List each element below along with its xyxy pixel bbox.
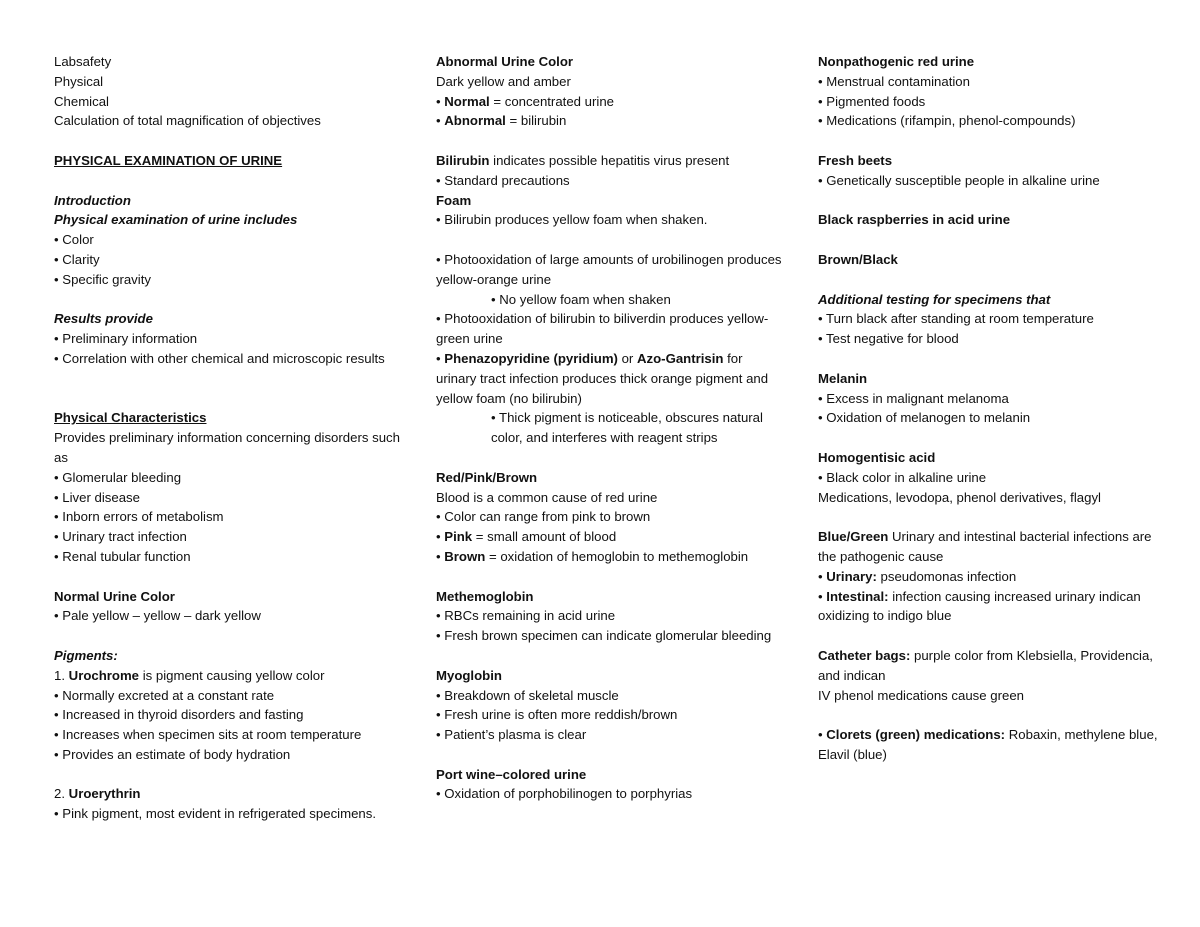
blank-line xyxy=(818,191,1158,211)
text-segment: • Genetically susceptible people in alkaline urine xyxy=(818,172,1100,188)
text-segment: • xyxy=(818,588,827,604)
text-line xyxy=(818,408,1158,428)
emphasized-text: Uroerythrin xyxy=(68,786,141,802)
emphasized-text: Urinary: xyxy=(826,568,877,584)
text-segment: • Thick pigment is noticeable, obscures natural color, and interferes with reagent strips xyxy=(491,410,763,446)
text-line xyxy=(436,725,786,745)
text-line xyxy=(54,686,404,706)
section-heading xyxy=(54,646,404,666)
emphasized-text: Intestinal: xyxy=(826,588,889,604)
emphasized-text: Abnormal xyxy=(444,113,506,129)
text-line xyxy=(436,606,786,626)
emphasized-text: Normal xyxy=(444,93,490,109)
text-line xyxy=(54,92,404,112)
emphasized-text: Brown/Black xyxy=(818,251,898,267)
section-heading xyxy=(54,408,404,428)
text-segment: pseudomonas infection xyxy=(876,568,1017,584)
text-line xyxy=(436,171,786,191)
text-line xyxy=(436,210,786,230)
emphasized-text: Black raspberries in acid urine xyxy=(818,212,1011,228)
text-segment: Medications, levodopa, phenol derivatives, flagyl xyxy=(818,489,1101,505)
text-segment: Robaxin, methylene blue, Elavil (blue) xyxy=(818,727,1158,762)
text-segment: • Photooxidation of large amounts of urobilinogen produces yellow-orange urine xyxy=(436,251,782,287)
text-line xyxy=(436,72,786,92)
text-line xyxy=(54,52,404,72)
text-line xyxy=(54,468,404,488)
text-segment: for urinary tract infection produces thick orange pigment and yellow foam (no bilirubin) xyxy=(436,350,769,406)
emphasized-text: Azo-Gantrisin xyxy=(637,350,724,366)
blank-line xyxy=(818,507,1158,527)
text-segment: 1. xyxy=(54,667,69,683)
text-line xyxy=(818,111,1158,131)
column-middle xyxy=(436,52,786,804)
text-line xyxy=(436,309,786,349)
emphasized-text: Pink xyxy=(444,529,473,545)
text-line xyxy=(436,547,786,567)
text-segment: • Glomerular bleeding xyxy=(54,469,182,485)
text-segment: infection causing increased urinary indican oxidizing to indigo blue xyxy=(818,588,1141,624)
section-heading xyxy=(436,765,786,785)
text-line xyxy=(54,725,404,745)
text-segment: • Increased in thyroid disorders and fasting xyxy=(54,707,304,723)
emphasized-text: Port wine–colored urine xyxy=(436,766,587,782)
emphasized-text: Phenazopyridine (pyridium) xyxy=(444,350,618,366)
text-line xyxy=(818,389,1158,409)
emphasized-text: Foam xyxy=(436,192,472,208)
text-line xyxy=(54,745,404,765)
emphasized-text: Results provide xyxy=(54,311,153,327)
text-segment: IV phenol medications cause green xyxy=(818,687,1025,703)
text-segment: • Standard precautions xyxy=(436,172,570,188)
blank-line xyxy=(54,290,404,310)
text-line xyxy=(54,804,404,824)
text-segment: • Photooxidation of bilirubin to biliverdin produces yellow-green urine xyxy=(436,311,769,347)
blank-line xyxy=(818,349,1158,369)
text-line xyxy=(818,171,1158,191)
text-segment: = concentrated urine xyxy=(489,93,614,109)
text-segment: • Breakdown of skeletal muscle xyxy=(436,687,619,703)
emphasized-text: PHYSICAL EXAMINATION OF URINE xyxy=(54,152,283,168)
text-line xyxy=(818,92,1158,112)
blank-line xyxy=(818,705,1158,725)
section-heading xyxy=(818,52,1158,72)
blank-line xyxy=(54,131,404,151)
emphasized-text: Clorets (green) medications: xyxy=(826,727,1006,743)
section-heading xyxy=(436,191,786,211)
text-line xyxy=(54,230,404,250)
text-line xyxy=(436,408,786,448)
emphasized-text: Normal Urine Color xyxy=(54,588,175,604)
blank-line xyxy=(818,131,1158,151)
text-segment: Blood is a common cause of red urine xyxy=(436,489,658,505)
text-line xyxy=(818,488,1158,508)
emphasized-text: Physical Characteristics xyxy=(54,410,207,426)
text-line xyxy=(436,250,786,290)
emphasized-text: Introduction xyxy=(54,192,131,208)
blank-line xyxy=(436,230,786,250)
text-segment: • Excess in malignant melanoma xyxy=(818,390,1009,406)
text-line xyxy=(436,488,786,508)
text-segment: • Pink pigment, most evident in refrigerated specimens. xyxy=(54,806,376,822)
text-line xyxy=(436,784,786,804)
text-line xyxy=(818,527,1158,567)
text-line xyxy=(436,290,786,310)
text-segment: • Preliminary information xyxy=(54,331,198,347)
text-line xyxy=(54,428,404,468)
blank-line xyxy=(436,448,786,468)
emphasized-text: Physical examination of urine includes xyxy=(54,212,298,228)
text-line xyxy=(436,705,786,725)
text-line xyxy=(436,151,786,171)
text-segment: • Urinary tract infection xyxy=(54,529,187,545)
text-segment: • Oxidation of porphobilinogen to porphyrias xyxy=(436,786,693,802)
text-segment: • Color xyxy=(54,232,94,248)
text-segment: = small amount of blood xyxy=(472,529,617,545)
text-line xyxy=(818,686,1158,706)
text-segment: • Provides an estimate of body hydration xyxy=(54,746,291,762)
blank-line xyxy=(436,131,786,151)
text-line xyxy=(54,349,404,369)
section-heading xyxy=(436,468,786,488)
section-heading xyxy=(818,290,1158,310)
text-line xyxy=(818,309,1158,329)
text-segment: Chemical xyxy=(54,93,109,109)
blank-line xyxy=(818,428,1158,448)
text-segment: • xyxy=(818,568,827,584)
text-segment: • Bilirubin produces yellow foam when shaken. xyxy=(436,212,708,228)
blank-line xyxy=(54,626,404,646)
section-heading xyxy=(818,210,1158,230)
text-segment: = oxidation of hemoglobin to methemoglobin xyxy=(485,548,749,564)
emphasized-text: Nonpathogenic red urine xyxy=(818,54,975,69)
text-line xyxy=(54,250,404,270)
section-heading xyxy=(818,151,1158,171)
text-segment: Calculation of total magnification of objectives xyxy=(54,113,321,129)
text-line xyxy=(818,725,1158,765)
text-segment: • Renal tubular function xyxy=(54,548,191,564)
text-line xyxy=(818,587,1158,627)
text-segment: • Clarity xyxy=(54,251,100,267)
text-line xyxy=(54,72,404,92)
text-line xyxy=(54,507,404,527)
text-segment: • Turn black after standing at room temperature xyxy=(818,311,1094,327)
emphasized-text: Fresh beets xyxy=(818,152,893,168)
emphasized-text: Myoglobin xyxy=(436,667,502,683)
text-line xyxy=(54,547,404,567)
emphasized-text: Pigments: xyxy=(54,647,118,663)
text-segment: • Inborn errors of metabolism xyxy=(54,509,224,525)
section-heading xyxy=(818,250,1158,270)
section-heading xyxy=(436,587,786,607)
text-segment: • Increases when specimen sits at room temperature xyxy=(54,727,362,743)
text-segment: • xyxy=(436,548,445,564)
text-line xyxy=(436,626,786,646)
text-line xyxy=(436,349,786,408)
text-segment: is pigment causing yellow color xyxy=(139,667,325,683)
blank-line xyxy=(436,745,786,765)
section-heading xyxy=(818,448,1158,468)
text-line xyxy=(436,111,786,131)
emphasized-text: Red/Pink/Brown xyxy=(436,469,538,485)
blank-line xyxy=(818,230,1158,250)
section-heading xyxy=(54,151,404,171)
text-segment: • Oxidation of melanogen to melanin xyxy=(818,410,1031,426)
text-segment: Provides preliminary information concerning disorders such as xyxy=(54,430,400,465)
text-line xyxy=(54,606,404,626)
text-segment: • Fresh urine is often more reddish/brown xyxy=(436,707,678,723)
emphasized-text: Catheter bags: xyxy=(818,647,911,663)
section-heading xyxy=(436,666,786,686)
text-line xyxy=(818,567,1158,587)
blank-line xyxy=(54,171,404,191)
text-segment: Urinary and intestinal bacterial infections are the pathogenic cause xyxy=(818,529,1152,564)
section-heading xyxy=(818,369,1158,389)
section-heading xyxy=(54,210,404,230)
section-heading xyxy=(54,191,404,211)
text-line xyxy=(436,92,786,112)
emphasized-text: Abnormal Urine Color xyxy=(436,54,574,69)
text-line xyxy=(54,784,404,804)
text-segment: • Specific gravity xyxy=(54,271,151,287)
text-line xyxy=(54,705,404,725)
text-line xyxy=(54,666,404,686)
blank-line xyxy=(54,389,404,409)
section-heading xyxy=(54,587,404,607)
emphasized-text: Bilirubin xyxy=(436,152,490,168)
blank-line xyxy=(818,270,1158,290)
text-segment: purple color from Klebsiella, Providencia, and indican xyxy=(818,647,1153,683)
text-line xyxy=(54,111,404,131)
text-segment: • Black color in alkaline urine xyxy=(818,469,987,485)
blank-line xyxy=(54,567,404,587)
emphasized-text: Melanin xyxy=(818,370,868,386)
text-segment: = bilirubin xyxy=(505,113,567,129)
text-segment: • xyxy=(436,93,445,109)
emphasized-text: Brown xyxy=(444,548,486,564)
text-line xyxy=(436,527,786,547)
text-segment: • Patient’s plasma is clear xyxy=(436,727,587,743)
section-heading xyxy=(54,309,404,329)
text-line xyxy=(54,488,404,508)
blank-line xyxy=(436,567,786,587)
text-line xyxy=(436,686,786,706)
text-line xyxy=(818,468,1158,488)
text-segment: • Medications (rifampin, phenol-compounds) xyxy=(818,113,1076,129)
text-segment: • xyxy=(436,113,445,129)
text-segment: • xyxy=(436,529,445,545)
text-segment: • Test negative for blood xyxy=(818,331,959,347)
blank-line xyxy=(818,626,1158,646)
text-line xyxy=(818,329,1158,349)
text-line xyxy=(436,507,786,527)
column-left xyxy=(54,52,404,824)
text-segment: • Normally excreted at a constant rate xyxy=(54,687,275,703)
text-line xyxy=(54,270,404,290)
text-segment: • Color can range from pink to brown xyxy=(436,509,651,525)
text-segment: • No yellow foam when shaken xyxy=(491,291,671,307)
emphasized-text: Blue/Green xyxy=(818,529,889,545)
text-segment: 2. xyxy=(54,786,69,802)
text-segment: • RBCs remaining in acid urine xyxy=(436,608,616,624)
blank-line xyxy=(54,765,404,785)
text-segment: • Menstrual contamination xyxy=(818,73,970,89)
text-segment: • Correlation with other chemical and microscopic results xyxy=(54,350,385,366)
text-segment: • xyxy=(436,350,445,366)
text-segment: Labsafety xyxy=(54,54,112,69)
text-segment: Dark yellow and amber xyxy=(436,73,571,89)
text-segment: or xyxy=(617,350,637,366)
text-line xyxy=(818,646,1158,686)
blank-line xyxy=(436,646,786,666)
text-segment: • xyxy=(818,727,827,743)
emphasized-text: Additional testing for specimens that xyxy=(818,291,1051,307)
blank-line xyxy=(54,369,404,389)
emphasized-text: Homogentisic acid xyxy=(818,449,936,465)
text-line xyxy=(54,329,404,349)
text-segment: • Liver disease xyxy=(54,489,140,505)
text-segment: Physical xyxy=(54,73,104,89)
text-segment: • Pale yellow – yellow – dark yellow xyxy=(54,608,261,624)
column-right xyxy=(818,52,1158,765)
text-segment: indicates possible hepatitis virus present xyxy=(489,152,730,168)
emphasized-text: Urochrome xyxy=(68,667,140,683)
text-segment: • Pigmented foods xyxy=(818,93,926,109)
section-heading xyxy=(436,52,786,72)
text-line xyxy=(818,72,1158,92)
emphasized-text: Methemoglobin xyxy=(436,588,534,604)
text-segment: • Fresh brown specimen can indicate glomerular bleeding xyxy=(436,628,772,644)
text-line xyxy=(54,527,404,547)
